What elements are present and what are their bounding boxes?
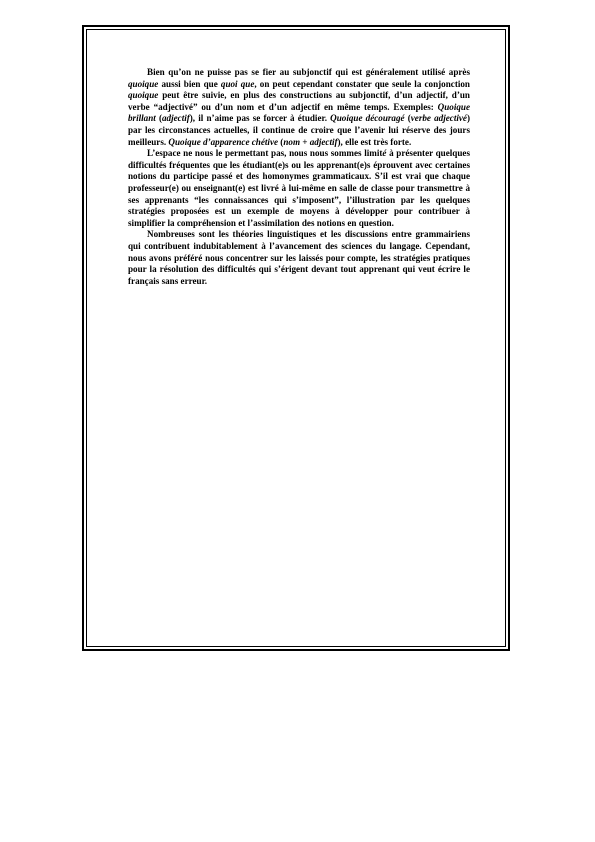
text-run: Bien qu’on ne puisse pas se fier au subjonctif qui est généralement utilisé après bbox=[147, 67, 470, 77]
italic-run: quoique bbox=[128, 90, 159, 101]
text-run: à présenter quelques difficultés fréquentes que les étudiant(e)s ou les apprenant(e)s éprouvent avec certaines notions du participe passé et des homonymes grammaticaux. S’il est vrai que chaque professeur(e) ou enseignant(e) est livré à lui-même en salle de classe pour transmettre à ses apprenants “les connaissances qui s’imposent”, l’illustration par les quelques stratégies proposées est un exemple de moyens à développer pour contribuer à simplifier la compréhension et l’assimilation des notions en question. bbox=[128, 148, 470, 228]
text-run: ) par les circonstances actuelles, il continue de croire que l’avenir lui réserve des jours meilleurs. bbox=[128, 113, 470, 147]
italic-run: nom + adjectif bbox=[283, 136, 338, 147]
italic-run: Quoique d’apparence chétive bbox=[168, 136, 279, 147]
text-run: ( bbox=[155, 113, 162, 124]
italic-run: adjectif bbox=[162, 113, 190, 124]
italic-run: Quoique brillant bbox=[128, 101, 470, 124]
document-body bbox=[128, 67, 470, 287]
paragraph-2 bbox=[128, 148, 470, 229]
text-run: peut être suivie, en plus des constructions au subjonctif, d’un adjectif, d’un verbe “adjectivé” ou d’un nom et d’un adjectif en même temps. Exemples: bbox=[128, 90, 470, 112]
italic-run: verbe adjectivé bbox=[410, 113, 467, 124]
italic-run: Quoique découragé bbox=[330, 113, 405, 124]
paragraph-3 bbox=[128, 229, 470, 287]
text-run: ), elle est très forte. bbox=[337, 136, 412, 147]
italic-run: quoi que bbox=[220, 78, 255, 89]
text-run: Nombreuses sont les théories linguistiques et les discussions entre grammairiens qui contribuent indubitablement à l’avancement des sciences du langage. Cependant, nous avons préféré nous concentrer sur les laissés pour compte, les stratégies pratiques pour la résolution des difficultés qui s’érigent devant tout apprenant qui veut écrire le français sans erreur. bbox=[128, 229, 470, 286]
text-run: L’espace ne nous le permettant pas, nous nous sommes limit bbox=[147, 148, 383, 159]
italic-run: quoique bbox=[128, 78, 159, 89]
text-run: ( bbox=[278, 136, 284, 147]
text-run: , on peut cependant constater que seule la conjonction bbox=[254, 78, 470, 89]
italic-run: é bbox=[382, 148, 387, 159]
text-run: ( bbox=[404, 113, 411, 124]
text-run: ), il n’aime pas se forcer à étudier. bbox=[189, 113, 331, 124]
text-run: aussi bien que bbox=[158, 78, 221, 89]
paragraph-1 bbox=[128, 67, 470, 148]
